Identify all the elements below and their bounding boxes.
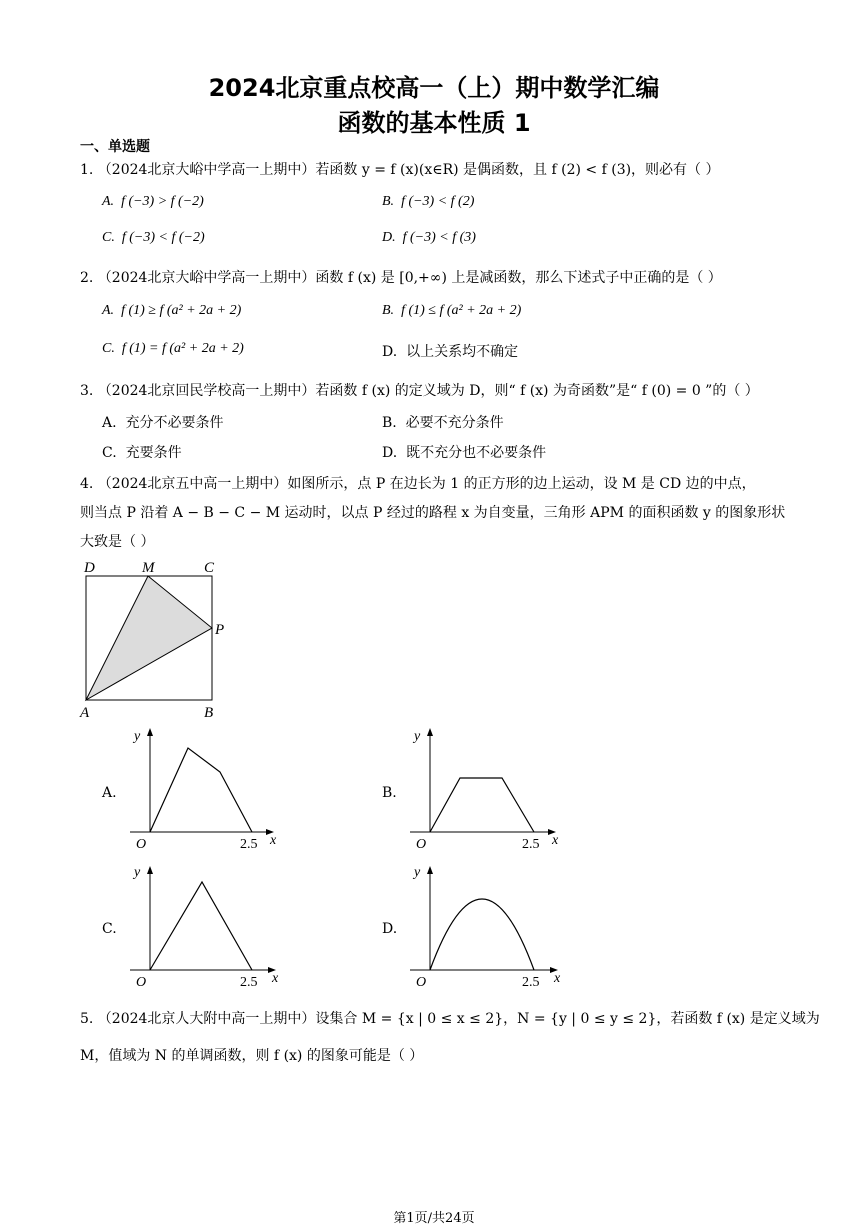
graph-a[interactable] bbox=[124, 724, 284, 854]
q2-option-a[interactable] bbox=[102, 303, 241, 319]
q3-option-b[interactable] bbox=[382, 412, 504, 432]
option-label: D. bbox=[382, 344, 398, 360]
option-label: A. bbox=[102, 415, 117, 431]
option-label: D. bbox=[382, 445, 398, 461]
y-label: y bbox=[134, 865, 141, 880]
x-label: x bbox=[272, 971, 279, 986]
square-figure bbox=[78, 558, 238, 723]
q2-option-b[interactable] bbox=[382, 303, 521, 319]
page-footer: 第1页/共24页 bbox=[393, 1211, 475, 1226]
option-text: 必要不充分条件 bbox=[405, 415, 504, 431]
option-label: C. bbox=[102, 230, 115, 245]
y-label: y bbox=[134, 729, 141, 744]
q2-option-d[interactable] bbox=[382, 341, 518, 361]
option-text: f (1) = f (a² + 2a + 2) bbox=[121, 341, 244, 356]
label-a: A bbox=[80, 705, 90, 721]
option-text: 既不充分也不必要条件 bbox=[406, 445, 547, 461]
label-b: B bbox=[204, 705, 214, 721]
q4-stem-line2: 则当点 P 沿着 A − B − C − M 运动时，以点 P 经过的路程 x 为自变量，三角形 APM 的面积函数 y 的图象形状 bbox=[80, 505, 786, 521]
label-d: D bbox=[84, 560, 95, 576]
option-text: 以上关系均不确定 bbox=[406, 344, 519, 360]
doc-subtitle: 函数的基本性质 1 bbox=[337, 109, 531, 137]
y-arrow bbox=[427, 728, 433, 736]
graph-curve bbox=[430, 899, 534, 970]
option-label: A. bbox=[102, 303, 115, 318]
q4-option-b-label[interactable]: B. bbox=[382, 785, 397, 801]
doc-title: 2024北京重点校高一（上）期中数学汇编 bbox=[208, 74, 660, 102]
option-text: 充分不必要条件 bbox=[125, 415, 224, 431]
label-c: C bbox=[204, 560, 215, 576]
q3-stem: 3. （2024北京回民学校高一上期中）若函数 f (x) 的定义域为 D，则“ f (x) 为奇函数”是“ f (0) = 0 ”的（ ） bbox=[80, 383, 759, 399]
option-label: D. bbox=[382, 230, 396, 245]
y-label: y bbox=[414, 865, 421, 880]
label-m: M bbox=[142, 560, 155, 576]
x-label: x bbox=[270, 833, 277, 848]
option-text: f (−3) < f (3) bbox=[402, 230, 476, 245]
option-label: C. bbox=[102, 341, 115, 356]
q4-option-d-label[interactable]: D. bbox=[382, 921, 398, 937]
origin-label: O bbox=[136, 837, 147, 852]
x-label: x bbox=[552, 833, 559, 848]
q2-stem: 2. （2024北京大峪中学高一上期中）函数 f (x) 是 [0,+∞) 上是减函数，那么下述式子中正确的是（ ） bbox=[80, 270, 722, 286]
option-text: f (−3) < f (2) bbox=[401, 194, 475, 209]
q3-option-a[interactable] bbox=[102, 412, 223, 432]
graph-d[interactable] bbox=[404, 858, 569, 990]
q4-stem-line1: 4. （2024北京五中高一上期中）如图所示，点 P 在边长为 1 的正方形的边上运动，设 M 是 CD 边的中点， bbox=[80, 476, 756, 492]
q1-option-c[interactable] bbox=[102, 230, 205, 246]
graph-curve bbox=[430, 778, 534, 832]
q5-stem-line2: M，值域为 N 的单调函数，则 f (x) 的图象可能是（ ） bbox=[80, 1048, 424, 1064]
option-text: f (1) ≥ f (a² + 2a + 2) bbox=[121, 303, 242, 318]
q5-stem-line1: 5. （2024北京人大附中高一上期中）设集合 M = {x | 0 ≤ x ≤ 2}，N = {y | 0 ≤ y ≤ 2}，若函数 f (x) 是定义域为 bbox=[80, 1011, 820, 1027]
option-label: B. bbox=[382, 303, 395, 318]
y-label: y bbox=[414, 729, 421, 744]
tick-label: 2.5 bbox=[522, 837, 540, 852]
q4-option-c-label[interactable]: C. bbox=[102, 921, 117, 937]
q2-option-c[interactable] bbox=[102, 341, 244, 357]
q1-option-d[interactable] bbox=[382, 230, 476, 246]
graph-c[interactable] bbox=[124, 858, 284, 990]
tick-label: 2.5 bbox=[240, 837, 258, 852]
q1-option-b[interactable] bbox=[382, 194, 474, 210]
option-text: 充要条件 bbox=[125, 445, 182, 461]
q4-option-a-label[interactable]: A. bbox=[102, 785, 117, 801]
q3-option-d[interactable] bbox=[382, 442, 546, 462]
option-text: f (−3) > f (−2) bbox=[121, 194, 204, 209]
origin-label: O bbox=[136, 975, 147, 990]
x-label: x bbox=[554, 971, 561, 986]
option-label: B. bbox=[382, 415, 397, 431]
option-label: C. bbox=[102, 445, 117, 461]
option-label: B. bbox=[382, 194, 395, 209]
section-title: 一、单选题 bbox=[80, 139, 150, 155]
option-text: f (−3) < f (−2) bbox=[121, 230, 205, 245]
label-p: P bbox=[215, 622, 225, 638]
origin-label: O bbox=[416, 975, 427, 990]
option-text: f (1) ≤ f (a² + 2a + 2) bbox=[401, 303, 522, 318]
tick-label: 2.5 bbox=[522, 975, 540, 990]
q1-option-a[interactable] bbox=[102, 194, 204, 210]
y-arrow bbox=[147, 866, 153, 874]
origin-label: O bbox=[416, 837, 427, 852]
y-arrow bbox=[147, 728, 153, 736]
graph-b[interactable] bbox=[404, 724, 569, 854]
y-arrow bbox=[427, 866, 433, 874]
q3-option-c[interactable] bbox=[102, 442, 182, 462]
graph-curve bbox=[150, 748, 252, 832]
graph-curve bbox=[150, 882, 252, 970]
triangle-apm bbox=[86, 576, 212, 700]
option-label: A. bbox=[102, 194, 115, 209]
q1-stem: 1. （2024北京大峪中学高一上期中）若函数 y = f (x)(x∈R) 是偶函数，且 f (2) < f (3)，则必有（ ） bbox=[80, 162, 720, 178]
q4-stem-line3: 大致是（ ） bbox=[80, 534, 155, 550]
tick-label: 2.5 bbox=[240, 975, 258, 990]
